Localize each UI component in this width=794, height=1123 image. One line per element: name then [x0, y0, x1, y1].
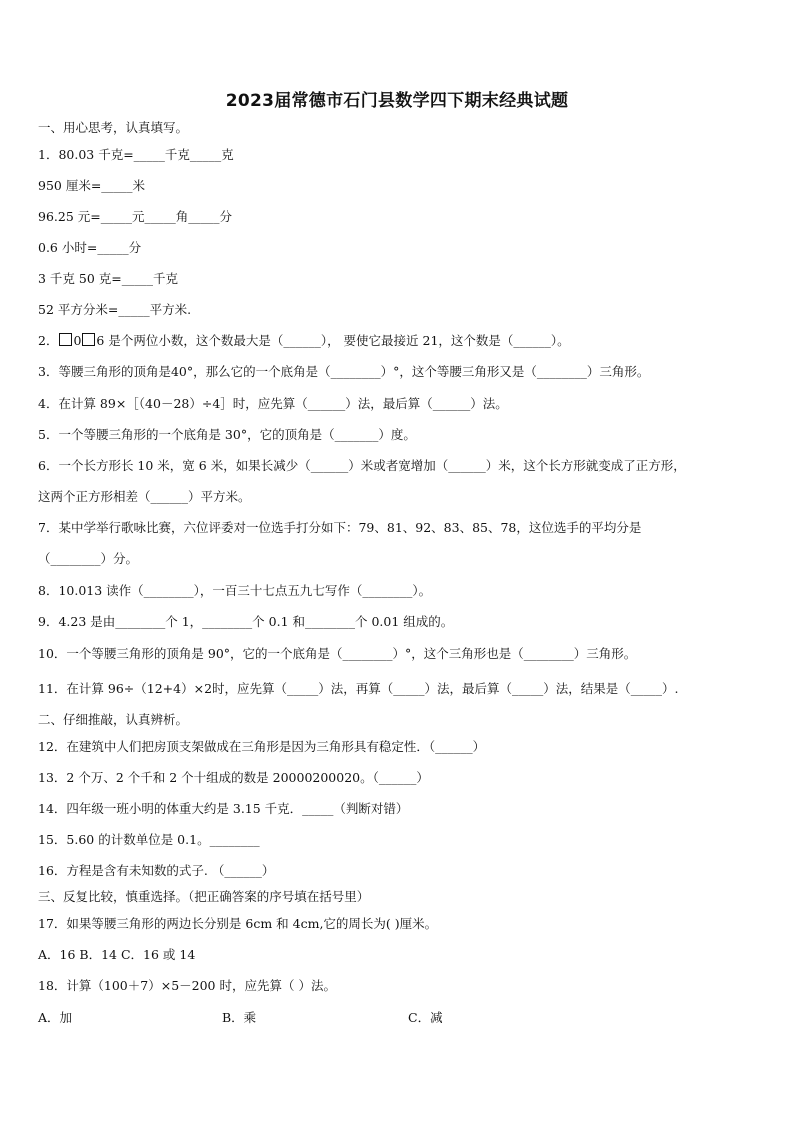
- question-14: 14．四年级一班小明的体重大约是 3.15 千克．_____（判断对错）: [38, 801, 409, 816]
- question-3: 3．等腰三角形的顶角是40°，那么它的一个底角是（________）°，这个等腰三角形又是（________）三角形。: [38, 364, 650, 379]
- question-5: 5．一个等腰三角形的一个底角是 30°，它的顶角是（_______）度。: [38, 427, 416, 442]
- question-12: 12．在建筑中人们把房顶支架做成在三角形是因为三角形具有稳定性．（______）: [38, 739, 486, 754]
- question-18-option-b: B．乘: [222, 1010, 257, 1025]
- question-10: 10．一个等腰三角形的顶角是 90°，它的一个底角是（________）°，这个三角形也是（________）三角形。: [38, 646, 637, 661]
- question-18-option-a: A．加: [38, 1010, 73, 1025]
- question-1-line-3: 96.25 元=_____元_____角_____分: [38, 209, 232, 224]
- question-9: 9．4.23 是由________个 1，________个 0.1 和________个 0.01 组成的。: [38, 614, 454, 629]
- section-1-heading: 一、用心思考，认真填写。: [38, 120, 189, 135]
- question-1-line-1: 1．80.03 千克=_____千克_____克: [38, 147, 234, 162]
- blank-square-icon: [82, 333, 95, 346]
- question-6-line-2: 这两个正方形相差（______）平方米。: [38, 489, 251, 504]
- question-13: 13．2 个万、2 个千和 2 个十组成的数是 20000200020。（______）: [38, 770, 429, 785]
- question-1-line-5: 3 千克 50 克=_____千克: [38, 271, 179, 286]
- question-18-option-c: C．减: [408, 1010, 443, 1025]
- question-18: 18．计算（100＋7）×5－200 时，应先算（ ）法。: [38, 978, 336, 993]
- question-8: 8．10.013 读作（________），一百三十七点五九七写作（________）。: [38, 583, 432, 598]
- section-3-heading: 三、反复比较，慎重选择。（把正确答案的序号填在括号里）: [38, 889, 370, 904]
- page-title: 2023届常德市石门县数学四下期末经典试题: [225, 91, 569, 111]
- question-17: 17．如果等腰三角形的两边长分别是 6cm 和 4cm,它的周长为( )厘米。: [38, 916, 438, 931]
- question-16: 16．方程是含有未知数的式子. （______）: [38, 863, 275, 878]
- question-11: 11．在计算 96÷（12+4）×2时，应先算（_____）法，再算（_____）法，最后算（_____）法，结果是（_____）.: [38, 681, 679, 696]
- question-2-number: 2．: [38, 333, 59, 348]
- question-1-line-2: 950 厘米=_____米: [38, 178, 146, 193]
- question-17-options: A．16 B．14 C．16 或 14: [38, 947, 196, 962]
- question-1-line-6: 52 平方分米=_____平方米.: [38, 302, 192, 317]
- question-2-text: 6 是个两位小数，这个数最大是（______）， 要使它最接近 21，这个数是（______）。: [96, 333, 570, 348]
- question-15: 15．5.60 的计数单位是 0.1。________: [38, 832, 260, 847]
- question-2-digit: 0: [73, 333, 82, 348]
- question-7-line-2: （________）分。: [38, 551, 139, 566]
- question-1-line-4: 0.6 小时=_____分: [38, 240, 142, 255]
- section-2-heading: 二、仔细推敲，认真辨析。: [38, 712, 189, 727]
- question-4: 4．在计算 89×［（40－28）÷4］时，应先算（______）法，最后算（______）法。: [38, 396, 508, 411]
- blank-square-icon: [59, 333, 72, 346]
- question-6-line-1: 6．一个长方形长 10 米，宽 6 米，如果长减少（______）米或者宽增加（______）米，这个长方形就变成了正方形，: [38, 458, 686, 473]
- question-7-line-1: 7．某中学举行歌咏比赛，六位评委对一位选手打分如下：79、81、92、83、85、78，这位选手的平均分是: [38, 520, 642, 535]
- question-2: [38, 333, 570, 349]
